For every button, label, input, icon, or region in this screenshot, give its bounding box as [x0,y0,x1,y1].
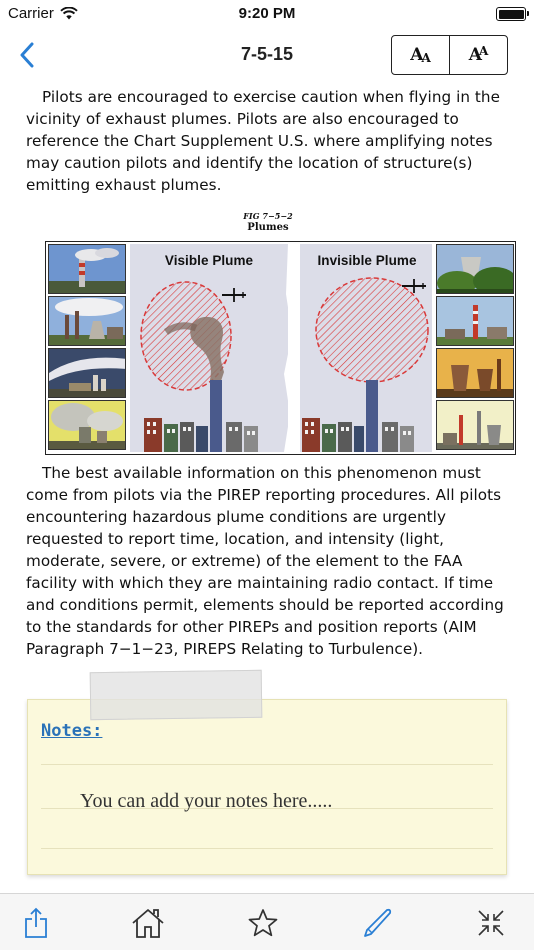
notes-tape [90,670,263,720]
annotate-button[interactable] [357,904,397,942]
notes-heading: Notes: [41,721,103,741]
airplane-icon [222,288,246,302]
notes-card[interactable] [27,699,507,875]
bottom-toolbar [0,893,534,950]
page-title: 7-5-15 [240,44,294,64]
figure-title: Plumes [247,222,289,233]
notes-placeholder[interactable]: You can add your notes here..... [80,790,333,812]
collapse-button[interactable] [471,904,511,942]
visible-plume-illustration [130,244,288,452]
carrier-label: Carrier [8,5,54,22]
visible-plume-label: Visible Plume [164,253,254,268]
status-bar [0,0,534,28]
share-icon [24,907,48,939]
star-icon [247,908,279,938]
thumbnail-stack-right-4 [436,400,514,450]
invisible-plume-illustration [300,244,432,452]
plumes-figure [45,241,516,455]
figure-caption [26,210,510,234]
paragraph-pirep-reporting: The best available information on this phenomenon must come from pilots via the PIREP reporting procedures. All pilots encountering hazardous plume conditions are urgently requested to report time, location, and intensity (light, moderate, severe, or extreme) of the element to the FAA facility with which they are maintaining radio contact. If time and conditions permit, elements should be reported according to the standards for other PIREPs and position reports (AIM Paragraph 7−1−23, PIREPS Relating to Turbulence). [26,464,504,658]
city-buildings [144,418,258,452]
font-decrease-glyph-small: A [421,51,431,65]
battery-icon [496,7,526,21]
nav-bar [0,28,534,82]
thumbnail-stack-left-1 [48,244,126,294]
thumbnail-stack-right-2 [436,296,514,346]
pencil-icon [361,907,393,939]
notes-rule [41,764,493,765]
collapse-icon [476,908,506,938]
home-button[interactable] [128,904,168,942]
status-time: 9:20 PM [238,5,296,22]
increase-font-button[interactable] [449,36,507,74]
thumbnail-stack-left-2 [48,296,126,346]
visible-plume-panel [130,244,288,452]
bookmark-button[interactable] [243,904,283,942]
decrease-font-button[interactable] [392,36,449,74]
notes-rule [41,848,493,849]
thumbnail-stack-left-3 [48,348,126,398]
font-increase-glyph-small: A [478,44,489,58]
figure-number: FIG 7−5−2 [243,211,293,221]
thumbnail-stack-left-4 [48,400,126,450]
invisible-plume-panel [300,244,432,452]
invisible-plume-label: Invisible Plume [317,253,417,268]
document-content [26,86,510,660]
thumbnail-stack-right-3 [436,348,514,398]
font-decrease-glyph-big: A [410,45,424,65]
share-button[interactable] [16,904,56,942]
font-increase-glyph-big: A [468,45,482,65]
paragraph-exhaust-plumes: Pilots are encouraged to exercise caution when flying in the vicinity of exhaust plumes. Pilots are also encouraged to reference the Chart Supplement U.S. where amplifying notes may caution pilots and identify the location of structure(s) emitting exhaust plumes. [26,88,500,194]
home-icon [131,907,165,939]
font-size-controls [391,35,508,75]
thumbnail-stack-right-1 [436,244,514,294]
city-buildings [302,418,414,452]
